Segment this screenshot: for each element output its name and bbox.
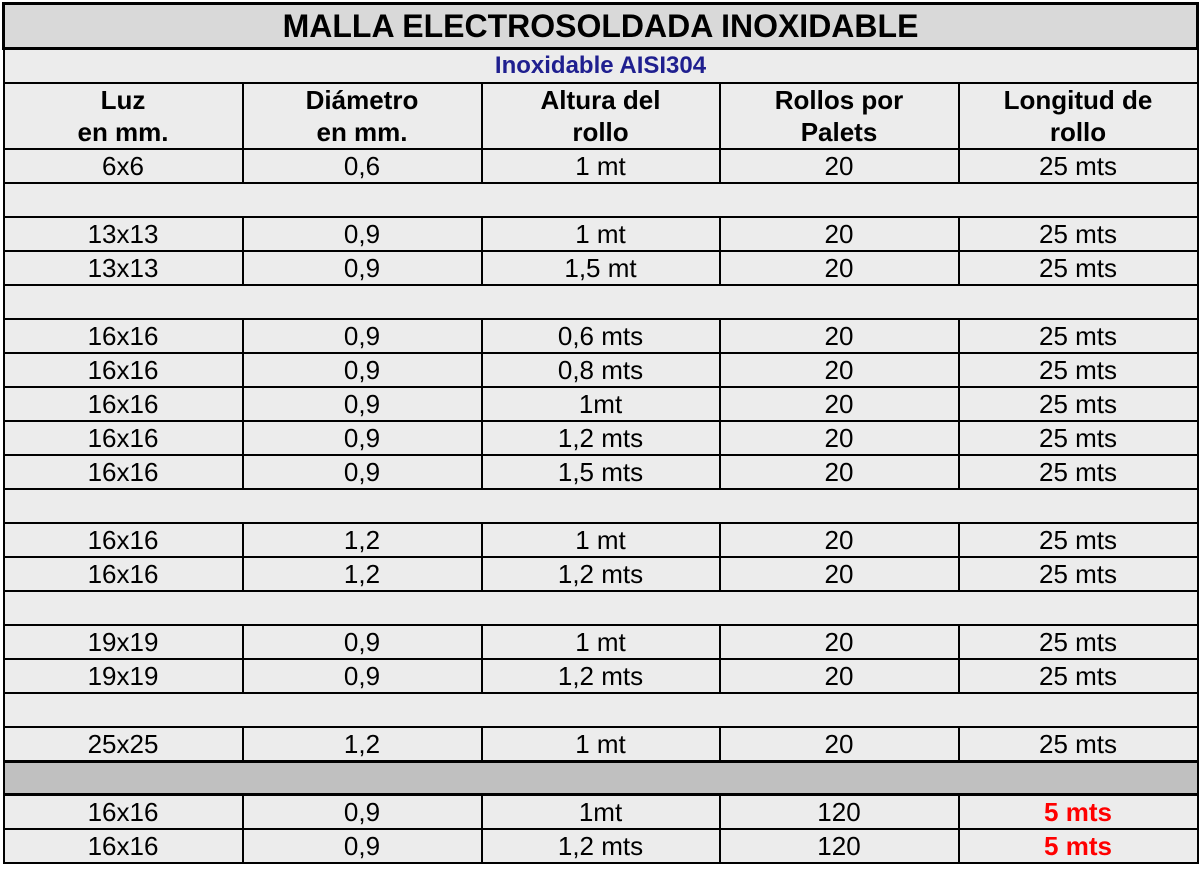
cell-longitud: 25 mts bbox=[959, 387, 1198, 421]
table-row bbox=[4, 795, 1198, 830]
column-header-line: rollo bbox=[1049, 117, 1107, 147]
cell-altura: 1 mt bbox=[482, 625, 720, 659]
table-title: MALLA ELECTROSOLDADA INOXIDABLE bbox=[4, 4, 1198, 49]
column-header-line: en mm. bbox=[77, 117, 169, 147]
cell-luz: 16x16 bbox=[4, 455, 243, 489]
spacer-cell bbox=[4, 489, 1198, 523]
cell-diametro: 0,9 bbox=[243, 659, 482, 693]
cell-altura: 1 mt bbox=[482, 523, 720, 557]
cell-luz: 16x16 bbox=[4, 319, 243, 353]
cell-diametro: 0,9 bbox=[243, 217, 482, 251]
spacer-row bbox=[4, 591, 1198, 625]
spacer-cell bbox=[4, 285, 1198, 319]
cell-longitud: 25 mts bbox=[959, 523, 1198, 557]
cell-longitud: 25 mts bbox=[959, 455, 1198, 489]
cell-diametro: 0,9 bbox=[243, 421, 482, 455]
table-row bbox=[4, 353, 1198, 387]
table-row bbox=[4, 523, 1198, 557]
mesh-table bbox=[2, 2, 1199, 864]
cell-diametro: 1,2 bbox=[243, 523, 482, 557]
cell-diametro: 0,9 bbox=[243, 353, 482, 387]
cell-rollos: 20 bbox=[720, 149, 959, 183]
cell-luz: 16x16 bbox=[4, 557, 243, 591]
cell-altura: 1,2 mts bbox=[482, 421, 720, 455]
table-row bbox=[4, 149, 1198, 183]
table-row bbox=[4, 387, 1198, 421]
table-row bbox=[4, 829, 1198, 863]
cell-rollos: 20 bbox=[720, 251, 959, 285]
cell-luz: 13x13 bbox=[4, 251, 243, 285]
spacer-cell bbox=[4, 693, 1198, 727]
cell-altura: 0,6 mts bbox=[482, 319, 720, 353]
section-separator bbox=[4, 762, 1198, 795]
cell-luz: 16x16 bbox=[4, 523, 243, 557]
cell-altura: 1 mt bbox=[482, 149, 720, 183]
cell-rollos: 120 bbox=[720, 795, 959, 830]
cell-altura: 1mt bbox=[482, 387, 720, 421]
cell-longitud: 25 mts bbox=[959, 727, 1198, 762]
table-row bbox=[4, 319, 1198, 353]
cell-luz: 16x16 bbox=[4, 353, 243, 387]
column-header-line: Luz bbox=[100, 85, 146, 115]
cell-longitud: 25 mts bbox=[959, 319, 1198, 353]
column-header-line: Rollos por bbox=[774, 85, 904, 115]
cell-longitud-highlight: 5 mts bbox=[959, 829, 1198, 863]
column-header-line: Longitud de bbox=[1003, 85, 1153, 115]
cell-diametro: 1,2 bbox=[243, 727, 482, 762]
cell-diametro: 0,9 bbox=[243, 455, 482, 489]
cell-rollos: 20 bbox=[720, 625, 959, 659]
separator-cell bbox=[4, 762, 1198, 795]
cell-longitud: 25 mts bbox=[959, 149, 1198, 183]
column-header-diametro bbox=[243, 83, 482, 149]
table-subtitle: Inoxidable AISI304 bbox=[4, 49, 1198, 84]
table-row bbox=[4, 251, 1198, 285]
cell-rollos: 20 bbox=[720, 659, 959, 693]
cell-rollos: 120 bbox=[720, 829, 959, 863]
column-header-luz bbox=[4, 83, 243, 149]
subtitle-row bbox=[4, 49, 1198, 84]
spacer-cell bbox=[4, 183, 1198, 217]
spacer-row bbox=[4, 285, 1198, 319]
cell-altura: 1,2 mts bbox=[482, 557, 720, 591]
cell-altura: 1 mt bbox=[482, 727, 720, 762]
column-header-rollos bbox=[720, 83, 959, 149]
table-row bbox=[4, 421, 1198, 455]
cell-altura: 0,8 mts bbox=[482, 353, 720, 387]
cell-luz: 6x6 bbox=[4, 149, 243, 183]
cell-luz: 19x19 bbox=[4, 659, 243, 693]
cell-rollos: 20 bbox=[720, 387, 959, 421]
cell-rollos: 20 bbox=[720, 421, 959, 455]
cell-rollos: 20 bbox=[720, 455, 959, 489]
cell-rollos: 20 bbox=[720, 217, 959, 251]
column-header-longitud bbox=[959, 83, 1198, 149]
cell-altura: 1mt bbox=[482, 795, 720, 830]
column-header-line: Palets bbox=[800, 117, 878, 147]
table-row bbox=[4, 625, 1198, 659]
cell-rollos: 20 bbox=[720, 353, 959, 387]
cell-altura: 1 mt bbox=[482, 217, 720, 251]
table-row bbox=[4, 455, 1198, 489]
cell-diametro: 0,9 bbox=[243, 319, 482, 353]
table-row bbox=[4, 557, 1198, 591]
title-row bbox=[4, 4, 1198, 49]
column-header-altura bbox=[482, 83, 720, 149]
cell-luz: 16x16 bbox=[4, 421, 243, 455]
cell-longitud: 25 mts bbox=[959, 659, 1198, 693]
cell-rollos: 20 bbox=[720, 557, 959, 591]
cell-longitud: 25 mts bbox=[959, 251, 1198, 285]
spacer-row bbox=[4, 693, 1198, 727]
table-row bbox=[4, 217, 1198, 251]
cell-diametro: 0,9 bbox=[243, 251, 482, 285]
spacer-row bbox=[4, 489, 1198, 523]
cell-luz: 19x19 bbox=[4, 625, 243, 659]
table-row bbox=[4, 659, 1198, 693]
cell-altura: 1,5 mt bbox=[482, 251, 720, 285]
cell-luz: 16x16 bbox=[4, 829, 243, 863]
cell-diametro: 0,9 bbox=[243, 829, 482, 863]
cell-altura: 1,5 mts bbox=[482, 455, 720, 489]
cell-rollos: 20 bbox=[720, 319, 959, 353]
column-header-line: rollo bbox=[572, 117, 629, 147]
cell-luz: 13x13 bbox=[4, 217, 243, 251]
cell-longitud: 25 mts bbox=[959, 353, 1198, 387]
cell-diametro: 0,9 bbox=[243, 387, 482, 421]
cell-longitud: 25 mts bbox=[959, 217, 1198, 251]
cell-diametro: 0,9 bbox=[243, 795, 482, 830]
cell-altura: 1,2 mts bbox=[482, 829, 720, 863]
cell-longitud: 25 mts bbox=[959, 625, 1198, 659]
cell-longitud-highlight: 5 mts bbox=[959, 795, 1198, 830]
cell-luz: 25x25 bbox=[4, 727, 243, 762]
cell-diametro: 0,6 bbox=[243, 149, 482, 183]
cell-rollos: 20 bbox=[720, 523, 959, 557]
cell-altura: 1,2 mts bbox=[482, 659, 720, 693]
header-row bbox=[4, 83, 1198, 149]
cell-luz: 16x16 bbox=[4, 387, 243, 421]
column-header-line: Diámetro bbox=[305, 85, 419, 115]
column-header-line: en mm. bbox=[316, 117, 408, 147]
cell-diametro: 1,2 bbox=[243, 557, 482, 591]
column-header-line: Altura del bbox=[540, 85, 661, 115]
cell-diametro: 0,9 bbox=[243, 625, 482, 659]
cell-luz: 16x16 bbox=[4, 795, 243, 830]
cell-longitud: 25 mts bbox=[959, 557, 1198, 591]
spacer-row bbox=[4, 183, 1198, 217]
cell-rollos: 20 bbox=[720, 727, 959, 762]
spacer-cell bbox=[4, 591, 1198, 625]
table-row bbox=[4, 727, 1198, 762]
cell-longitud: 25 mts bbox=[959, 421, 1198, 455]
